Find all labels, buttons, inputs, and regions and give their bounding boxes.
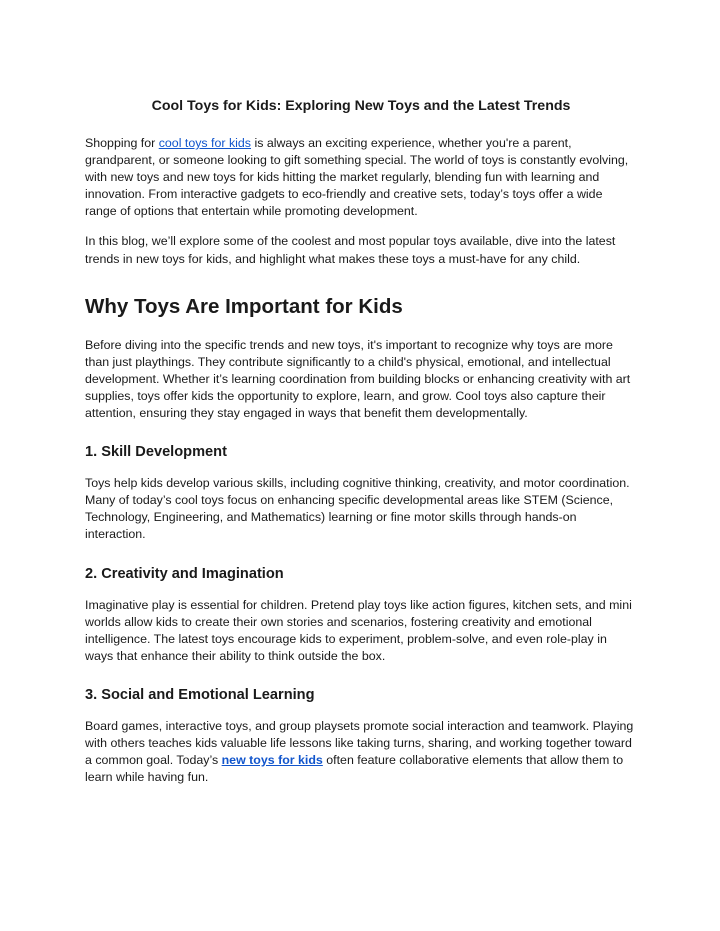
cool-toys-link[interactable]: cool toys for kids [158,136,251,150]
creativity-paragraph: Imaginative play is essential for children. Pretend play toys like action figures, kitchen sets, and mini worlds allow kids to create their own stories and scenarios, fostering creativity and emotional intelligence. The latest toys encourage kids to experiment, problem-solve, and even role-play in ways that enhance their ability to think outside the box. [85,597,632,663]
intro-paragraph-1 [85,135,637,220]
social-learning-paragraph [85,718,637,786]
skill-development-heading: 1. Skill Development [85,444,227,461]
why-toys-heading: Why Toys Are Important for Kids [85,294,403,318]
creativity-heading: 2. Creativity and Imagination [85,565,284,582]
document-page [85,96,637,799]
new-toys-link[interactable]: new toys for kids [221,753,323,768]
why-toys-paragraph: Before diving into the specific trends and new toys, it's important to recognize why toys are more than just playthings. They contribute significantly to a child's physical, emotional, and intellectual development. Whether it’s learning coordination from building blocks or enhancing creativity with art supplies, toys offer kids the opportunity to explore, learn, and grow. Cool toys also capture their attention, ensuring they stay engaged in ways that benefit them developmentally. [85,337,631,421]
social-text-after-link: often feature collaborative elements that allow them to learn while having fun. [85,753,624,785]
intro-text-after-link: is always an exciting experience, whether you're a parent, grandparent, or someone looking to gift something special. The world of toys is constantly evolving, with new toys and new toys for kids hitting the market regularly, blending fun with learning and innovation. From interactive gadgets to eco-friendly and creative sets, today’s toys offer a wide range of options that entertain while promoting development. [85,136,629,219]
social-learning-heading: 3. Social and Emotional Learning [85,686,315,703]
skill-development-paragraph: Toys help kids develop various skills, including cognitive thinking, creativity, and motor coordination. Many of today’s cool toys focus on enhancing specific developmental areas like STEM (Science, Technology, Engineering, and Mathematics) learning or fine motor skills through hands-on interaction. [85,476,630,542]
document-title: Cool Toys for Kids: Exploring New Toys and the Latest Trends [151,98,571,114]
intro-paragraph-2: In this blog, we’ll explore some of the coolest and most popular toys available, dive into the latest trends in new toys for kids, and highlight what makes these toys a must-have for any child. [85,234,616,266]
social-text-before-link: Board games, interactive toys, and group playsets promote social interaction and teamwork. Playing with others teaches kids valuable life lessons like taking turns, sharing, and working together toward a common goal. Today’s [85,718,634,768]
intro-text-before-link: Shopping for [85,136,159,150]
